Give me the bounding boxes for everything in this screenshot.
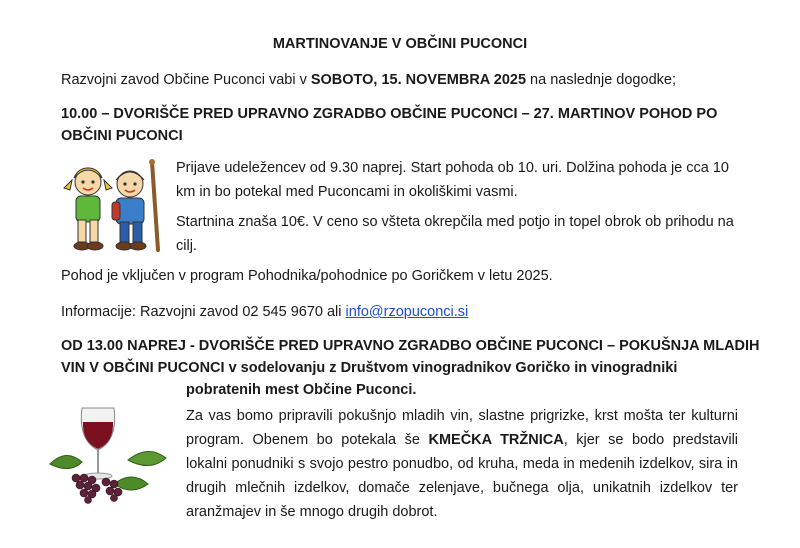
intro-suffix: na naslednje dogodke;	[526, 72, 676, 88]
hikers-illustration-icon	[58, 158, 170, 258]
event2-heading-line1: OD 13.00 NAPREJ - DVORIŠČE PRED UPRAVNO ZGRADBO OBČINE PUCONCI – POKUŠNJA MLADIH	[61, 338, 760, 354]
event1-heading-line2: OBČINI PUCONCI	[61, 128, 183, 144]
info-line	[61, 302, 468, 322]
event-date: SOBOTO, 15. NOVEMBRA 2025	[310, 72, 527, 88]
wine-glass-grapes-icon	[48, 404, 172, 504]
event1-program-text: Pohod je vključen v program Pohodnika/pohodnice po Goričkem v letu 2025.	[61, 268, 553, 284]
event2-heading-line3: pobratenih mest Občine Puconci.	[186, 382, 417, 398]
info-prefix: Informacije: Razvojni zavod 02 545 9670 ali	[61, 304, 346, 320]
info-email-link[interactable]: info@rzopuconci.si	[345, 304, 469, 320]
event2-description	[186, 404, 738, 524]
page-title: MARTINOVANJE V OBČINI PUCONCI	[272, 36, 528, 52]
event1-heading-line1: 10.00 – DVORIŠČE PRED UPRAVNO ZGRADBO OBČINE PUCONCI – 27. MARTINOV POHOD PO	[61, 106, 718, 122]
event2-para-suffix: , kjer se bodo predstavili lokalni ponudniki s svojo pestro ponudbo, od kruha, meda in medenih izdelkov, sira in drugih mlečnih izdelkov, domače zelenjave, bučnega olja, unikatnih izdelkov ter aranžmajev in še mnogo drugih dobrot.	[186, 432, 739, 520]
intro-line	[61, 70, 676, 90]
event2-heading-line2	[61, 358, 677, 378]
event1-fee-text: Startnina znaša 10€. V ceno so všteta okrepčila med potjo in topel obrok ob prihodu na cilj.	[176, 214, 734, 254]
event1-registration-text: Prijave udeležencev od 9.30 naprej. Start pohoda ob 10. uri. Dolžina pohoda je cca 10 km in bo potekal med Puconcami in okoliškimi vasmi.	[176, 160, 729, 200]
intro-prefix: Razvojni zavod Občine Puconci vabi v	[61, 72, 311, 88]
event2-heading-bold: VIN V OBČINI PUCONCI	[61, 360, 225, 376]
event2-heading-rest: v sodelovanju z Društvom vinogradnikov Goričko in vinogradniki	[224, 360, 678, 376]
event2-para-prefix: Za vas bomo pripravili pokušnjo mladih vin, slastne prigrizke, krst mošta ter kulturni program. Obenem bo potekala še	[186, 408, 738, 448]
farmers-market-label: KMEČKA TRŽNICA	[428, 432, 564, 448]
